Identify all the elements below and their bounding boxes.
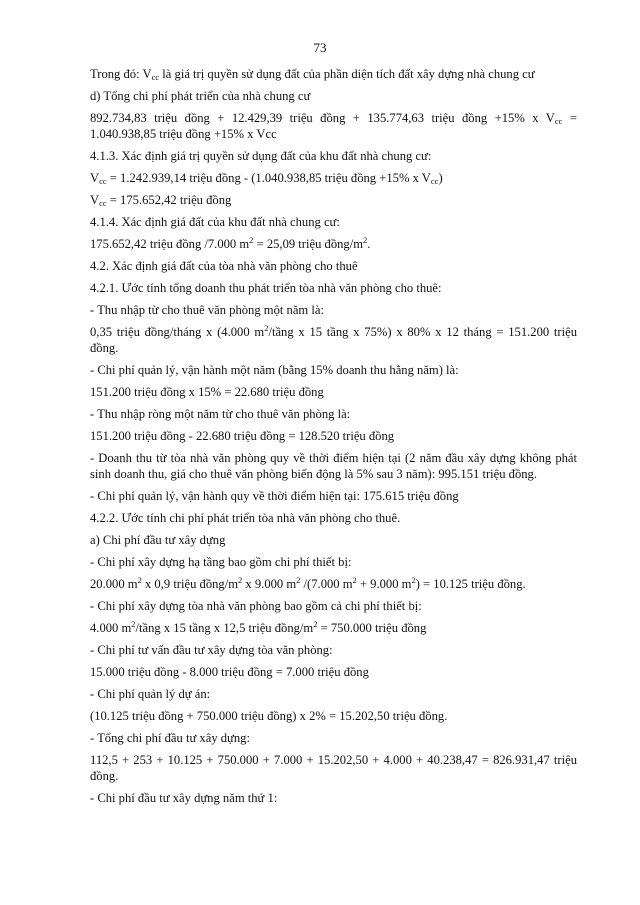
- text-line: - Tổng chi phí đầu tư xây dựng:: [90, 731, 250, 745]
- text-line: 892.734,83 triệu đồng + 12.429,39 triệu đồng + 135.774,63 triệu đồng +15% x $V_{cc} = 1.040.938,85$ triệu đồng +15% x Vcc: [90, 111, 577, 141]
- text-line: 4.2.2. Ước tính chi phí phát triển tòa nhà văn phòng cho thuê.: [90, 511, 401, 525]
- text-line: Trong đó: $V_{cc}$ là giá trị quyền sử dụng đất của phần diện tích đất xây dựng nhà chung cư: [90, 67, 535, 82]
- text-line: - Chi phí quản lý, vận hành quy về thời điểm hiện tại: 175.615 triệu đồng: [90, 489, 459, 503]
- document-body: [90, 66, 577, 806]
- text-line: d) Tổng chi phí phát triển của nhà chung cư: [90, 89, 311, 103]
- text-line: - Chi phí tư vấn đầu tư xây dựng tòa văn phòng:: [90, 643, 333, 657]
- text-line: (10.125 triệu đồng + 750.000 triệu đồng) x 2% = 15.202,50 triệu đồng.: [90, 709, 448, 723]
- text-line: - Thu nhập ròng một năm từ cho thuê văn phòng là:: [90, 407, 351, 421]
- text-line: 4.1.4. Xác định giá đất của khu đất nhà chung cư:: [90, 215, 340, 229]
- text-line: 4.2. Xác định giá đất của tòa nhà văn phòng cho thuê: [90, 259, 358, 273]
- page-number: 73: [313, 40, 327, 55]
- text-line: 4.000 $m^2$/tầng x 15 tầng x 12,5 triệu đồng/$m^2 = 750.000$ triệu đồng: [90, 619, 427, 635]
- text-line: 0,35 triệu đồng/tháng x (4.000 $m^2$/tầng x 15 tầng x 75%) x 80% x 12 tháng = 151.200 triệu đồng.: [90, 323, 577, 355]
- text-line: - Chi phí quản lý dự án:: [90, 687, 211, 701]
- text-line: - Thu nhập từ cho thuê văn phòng một năm là:: [90, 303, 324, 317]
- text-line: 15.000 triệu đồng - 8.000 triệu đồng = 7.000 triệu đồng: [90, 665, 369, 679]
- text-line: 4.2.1. Ước tính tổng doanh thu phát triển tòa nhà văn phòng cho thuê:: [90, 281, 442, 295]
- text-line: - Chi phí đầu tư xây dựng năm thứ 1:: [90, 791, 278, 805]
- text-line: 175.652,42 triệu đồng /7.000 $m^2 = 25,09$ triệu đồng/$m^2$.: [90, 235, 371, 251]
- text-line: a) Chi phí đầu tư xây dựng: [90, 533, 226, 547]
- text-line: - Chi phí quản lý, vận hành một năm (bằng 15% doanh thu hằng năm) là:: [90, 363, 459, 377]
- text-line: 112,5 + 253 + 10.125 + 750.000 + 7.000 + 15.202,50 + 4.000 + 40.238,47 = 826.931,47 triệu đồng.: [90, 753, 577, 783]
- text-line: $V_{cc} = 1.242.939,14$ triệu đồng - (1.040.938,85 triệu đồng +15% x $V_{cc}$): [90, 171, 443, 186]
- text-line: - Doanh thu từ tòa nhà văn phòng quy về thời điểm hiện tại (2 năm đầu xây dựng không phát sinh doanh thu, giá cho thuê văn phòng biến động là 5% sau 3 năm): 995.151 triệu đồng.: [90, 451, 577, 481]
- text-line: 20.000 $m^2$ x 0,9 triệu đồng/$m^2$ x 9.000 $m^2$ /(7.000 $m^2 + 9.000$ $m^2) = 10.125$ triệu đồng.: [90, 575, 526, 591]
- text-line: 4.1.3. Xác định giá trị quyền sử dụng đất của khu đất nhà chung cư:: [90, 149, 432, 163]
- text-line: - Chi phí xây dựng tòa nhà văn phòng bao gồm cả chi phí thiết bị:: [90, 599, 422, 613]
- text-line: 151.200 triệu đồng - 22.680 triệu đồng = 128.520 triệu đồng: [90, 429, 395, 443]
- text-line: $V_{cc} = 175.652,42$ triệu đồng: [90, 193, 232, 208]
- text-line: - Chi phí xây dựng hạ tầng bao gồm chi phí thiết bị:: [90, 555, 352, 569]
- text-line: 151.200 triệu đồng x 15% = 22.680 triệu đồng: [90, 385, 324, 399]
